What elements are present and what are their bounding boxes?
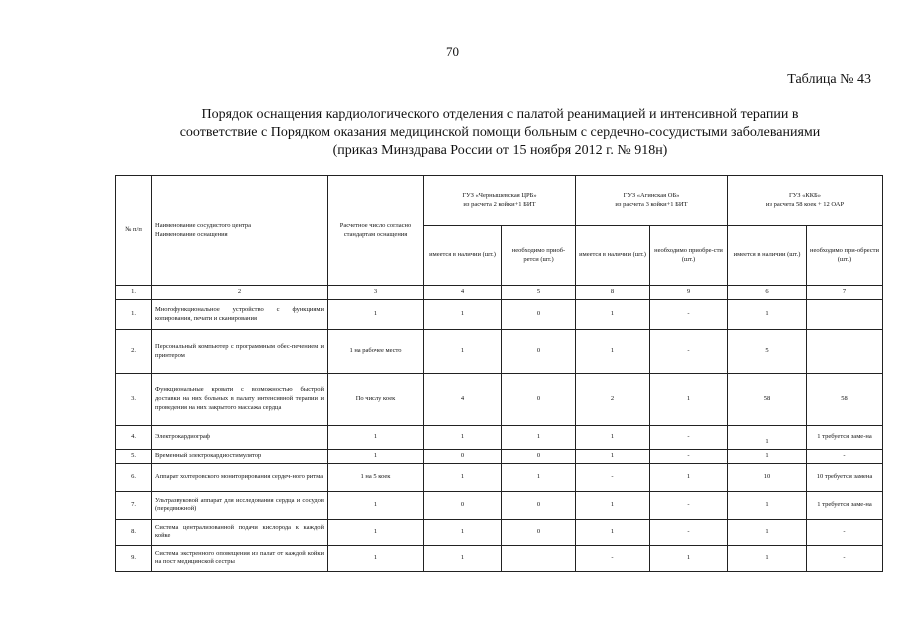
header-have: имеется в наличии (шт.) (424, 226, 502, 286)
row-cell: 1 (650, 374, 728, 426)
table-row (116, 545, 883, 571)
row-name: Система централизованной подачи кислорода к каждой койке (152, 519, 328, 545)
title-line-1: Порядок оснащения кардиологического отделения с палатой реанимацией и интенсивной терапии в (201, 107, 799, 122)
row-cell: 1 (576, 300, 650, 330)
row-num: 8. (116, 519, 152, 545)
group-1-name: ГУЗ «Чернышевская ЦРБ» (462, 191, 537, 199)
row-cell: - (650, 450, 728, 464)
col-number: 9 (650, 286, 728, 300)
row-name: Функциональные кровати с возможностью быстрой доставки на них больных в палату интенсивной терапии и проведения на них закрытого массажа сердца (152, 374, 328, 426)
row-cell: 1 (424, 426, 502, 450)
row-cell: - (650, 300, 728, 330)
row-cell: 5 (728, 330, 807, 374)
row-cell: 0 (502, 450, 576, 464)
row-name: Аппарат холтеровского мониторирования сердеч-ного ритма (152, 463, 328, 491)
header-standard: Расчетное число согласно стандартам оснащения (328, 176, 424, 286)
row-cell: 1 (728, 300, 807, 330)
row-standard: 1 на рабочее место (328, 330, 424, 374)
row-cell: 1 требуется заме-на (807, 491, 883, 519)
row-num: 4. (116, 426, 152, 450)
row-cell: 1 (576, 330, 650, 374)
col-number: 1. (116, 286, 152, 300)
row-cell: 0 (424, 491, 502, 519)
row-cell: 1 требуется заме-на (807, 426, 883, 450)
title-line-2: соответствие с Порядком оказания медицинской помощи больным с сердечно-сосудистыми заболеваниями (179, 125, 821, 140)
row-num: 7. (116, 491, 152, 519)
row-standard: 1 (328, 519, 424, 545)
row-name: Электрокардиограф (152, 426, 328, 450)
table-row (116, 374, 883, 426)
column-number-row (116, 286, 883, 300)
row-cell: 58 (807, 374, 883, 426)
row-cell: 1 (576, 519, 650, 545)
table-row (116, 426, 883, 450)
row-cell: 1 (728, 519, 807, 545)
row-cell: 1 (424, 463, 502, 491)
row-cell: - (650, 330, 728, 374)
table-row (116, 300, 883, 330)
row-cell: 0 (502, 519, 576, 545)
row-cell: 1 (424, 300, 502, 330)
header-group-1 (424, 176, 576, 226)
table-row (116, 330, 883, 374)
group-3-name: ГУЗ «ККБ» (788, 191, 822, 199)
row-cell: 1 (650, 545, 728, 571)
row-num: 6. (116, 463, 152, 491)
header-have: имеется в наличии (шт.) (576, 226, 650, 286)
group-2-name: ГУЗ «Агинская ОБ» (623, 191, 680, 199)
row-cell: - (807, 545, 883, 571)
row-num: 3. (116, 374, 152, 426)
row-cell: 1 (728, 491, 807, 519)
row-cell: - (650, 519, 728, 545)
row-standard: 1 (328, 426, 424, 450)
row-cell: 1 (424, 330, 502, 374)
row-num: 2. (116, 330, 152, 374)
table-row (116, 463, 883, 491)
row-name: Временный электрокардиостимулятор (152, 450, 328, 464)
table-row (116, 491, 883, 519)
row-cell: - (650, 426, 728, 450)
header-group-3 (728, 176, 883, 226)
row-num: 5. (116, 450, 152, 464)
row-cell: 1 (424, 519, 502, 545)
header-name-line-2: Наименование оснащения (155, 230, 228, 238)
row-cell: 1 (576, 426, 650, 450)
table-row (116, 450, 883, 464)
row-cell: - (576, 463, 650, 491)
row-standard: 1 (328, 450, 424, 464)
row-cell: 1 (650, 463, 728, 491)
row-cell: - (807, 450, 883, 464)
row-cell: 0 (502, 491, 576, 519)
row-standard: По числу коек (328, 374, 424, 426)
row-cell: 1 (728, 426, 807, 450)
header-need: необходимо приобре-сти (шт.) (650, 226, 728, 286)
header-need: необходимо при-обрести (шт.) (807, 226, 883, 286)
row-cell: 10 требуется замена (807, 463, 883, 491)
row-standard: 1 (328, 491, 424, 519)
col-number: 3 (328, 286, 424, 300)
row-cell: 1 (502, 463, 576, 491)
row-name: Персональный компьютер с программным обес-печением и принтером (152, 330, 328, 374)
row-cell: 1 (424, 545, 502, 571)
header-num: № п/п (116, 176, 152, 286)
row-cell (502, 545, 576, 571)
row-cell: 0 (424, 450, 502, 464)
row-cell: 1 (576, 450, 650, 464)
col-number: 2 (152, 286, 328, 300)
row-cell: 0 (502, 330, 576, 374)
row-name: Ультразвуковой аппарат для исследования сердца и сосудов (передвижной) (152, 491, 328, 519)
group-3-sub: из расчета 58 коек + 12 ОАР (765, 200, 845, 208)
row-cell: - (807, 519, 883, 545)
row-cell: 0 (502, 374, 576, 426)
header-need: необходимо приоб-ретси (шт.) (502, 226, 576, 286)
page-number: 70 (446, 44, 459, 59)
row-cell: 1 (502, 426, 576, 450)
document-title (140, 106, 860, 160)
row-cell: 0 (502, 300, 576, 330)
header-row-1 (116, 176, 883, 226)
row-name: Система экстренного оповещения из палат от каждой койки на пост медицинской сестры (152, 545, 328, 571)
header-name-line-1: Наименование сосудистого центра (155, 221, 252, 229)
row-cell: 1 (728, 545, 807, 571)
row-cell (807, 300, 883, 330)
row-standard: 1 на 5 коек (328, 463, 424, 491)
title-line-3: (приказ Минздрава России от 15 ноября 2012 г. № 918н) (332, 143, 668, 158)
group-1-sub: из расчета 2 койки+1 БИТ (463, 200, 536, 208)
row-cell: - (576, 545, 650, 571)
group-2-sub: из расчета 3 койки+1 БИТ (615, 200, 688, 208)
header-have: имеется в наличии (шт.) (728, 226, 807, 286)
row-cell: 58 (728, 374, 807, 426)
row-cell: 1 (728, 450, 807, 464)
col-number: 8 (576, 286, 650, 300)
col-number: 7 (807, 286, 883, 300)
header-name (152, 176, 328, 286)
row-name: Многофункциональное устройство с функциями копирования, печати и сканирования (152, 300, 328, 330)
row-standard: 1 (328, 300, 424, 330)
table-label: Таблица № 43 (787, 72, 871, 87)
col-number: 6 (728, 286, 807, 300)
row-num: 9. (116, 545, 152, 571)
header-group-2 (576, 176, 728, 226)
row-cell: 2 (576, 374, 650, 426)
row-cell (807, 330, 883, 374)
equipment-table (115, 175, 883, 572)
table-row (116, 519, 883, 545)
col-number: 4 (424, 286, 502, 300)
row-cell: - (650, 491, 728, 519)
row-cell: 4 (424, 374, 502, 426)
row-cell: 10 (728, 463, 807, 491)
row-standard: 1 (328, 545, 424, 571)
col-number: 5 (502, 286, 576, 300)
row-num: 1. (116, 300, 152, 330)
row-cell: 1 (576, 491, 650, 519)
